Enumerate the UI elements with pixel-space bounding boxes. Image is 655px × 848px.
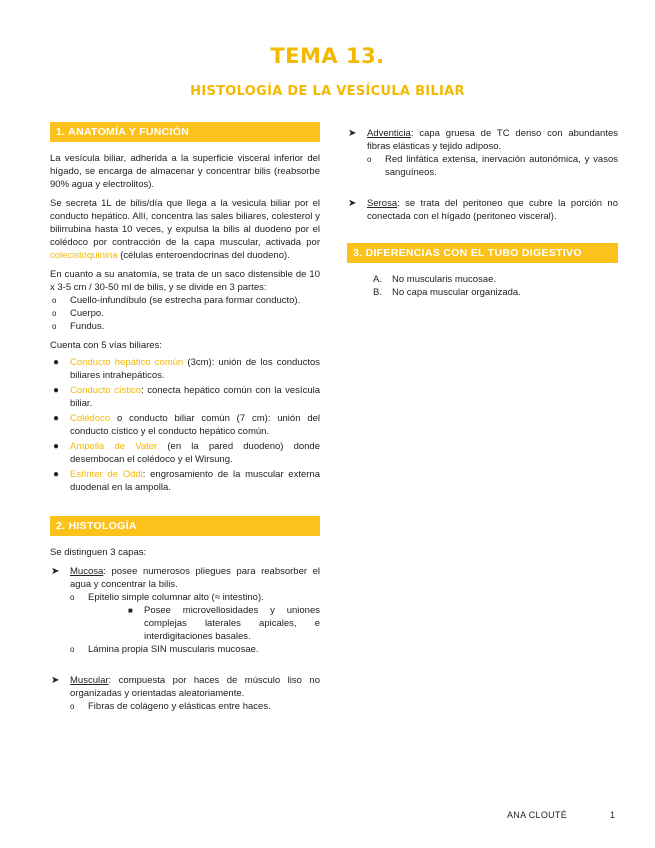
layer-label: Mucosa: [70, 566, 104, 577]
duct-term: Colédoco: [70, 413, 111, 424]
duct-term: Esfínter de Oddi: [70, 469, 143, 480]
hollow-bullet-icon: o: [70, 645, 75, 654]
list-marker: A.: [373, 274, 382, 285]
square-bullet-icon: ■: [128, 606, 133, 615]
section-heading-histologia: 2. HISTOLOGÍA: [50, 516, 320, 536]
paragraph-secretion-a: Se secreta 1L de bilis/día que llega a la vesicula biliar por el conducto hepático. Allí, concentra las sales biliares, colesterol y bilirrubina hasta 10 veces, y expulsa la bilis al duodeno por el colédoco por contracción de la capa muscular, activada por: [50, 198, 320, 248]
paragraph-secretion-b: (células enteroendocrinas del duodeno).: [117, 250, 290, 261]
paragraph-anatomy: En cuanto a su anatomía, se trata de un saco distensible de 10 x 3-5 cm / 30-50 ml de bilis, y se divide en 3 partes:: [50, 269, 320, 293]
paragraph-layers-intro: Se distinguen 3 capas:: [50, 547, 147, 558]
list-item: o Cuello-infundíbulo (se estrecha para formar conducto).: [52, 295, 301, 306]
section-heading-diferencias: 3. DIFERENCIAS CON EL TUBO DIGESTIVO: [347, 243, 618, 263]
layer-label: Muscular: [70, 675, 109, 686]
disc-bullet-icon: ●: [53, 385, 60, 396]
list-item: ● Conducto cístico: conecta hepático común con la vesícula biliar.: [53, 385, 320, 409]
layer-serosa: ➤ Serosa: se trata del peritoneo que cubre la porción no conectada con el hígado (peritoneo visceral).: [348, 198, 618, 222]
list-marker: B.: [373, 287, 382, 298]
layers-list-muscular: [50, 674, 320, 713]
hollow-bullet-icon: o: [52, 322, 57, 331]
arrow-bullet-icon: ➤: [51, 675, 60, 686]
footer-page-number: 1: [610, 810, 616, 820]
list-item: o Lámina propia SIN muscularis mucosae.: [70, 644, 259, 655]
left-column: [50, 122, 320, 713]
list-item: A. No muscularis mucosae.: [373, 274, 497, 285]
layer-muscular: ➤ Muscular: compuesta por haces de músculo liso no organizadas y orientadas aleatoriamente.: [51, 675, 320, 699]
list-item: o Fibras de colágeno y elásticas entre haces.: [70, 701, 271, 712]
layers-list: [50, 565, 320, 656]
list-item: ■ Posee microvellosidades y uniones complejas laterales apicales, e interdigitaciones basales.: [128, 605, 320, 642]
document-subtitle: HISTOLOGÍA DE LA VESÍCULA BILIAR: [190, 84, 465, 99]
list-item: ● Ampolla de Vater (en la pared duodeno) donde desembocan el colédoco y el Wirsung.: [53, 441, 321, 465]
paragraph-ducts-intro: Cuenta con 5 vías biliares:: [50, 340, 162, 351]
layer-label: Serosa: [367, 198, 398, 209]
duct-term: Ampolla de Vater: [70, 441, 158, 452]
list-item: ● Conducto hepático común (3cm): unión de los conductos biliares intrahepáticos.: [53, 357, 320, 381]
disc-bullet-icon: ●: [53, 413, 60, 424]
footer-author: ANA CLOUTÉ: [507, 810, 568, 820]
document-title: TEMA 13.: [270, 44, 385, 68]
disc-bullet-icon: ●: [53, 469, 60, 480]
hollow-bullet-icon: o: [52, 309, 57, 318]
hollow-bullet-icon: o: [70, 702, 75, 711]
list-item: ● Esfínter de Oddi: engrosamiento de la muscular externa duodenal en la ampolla.: [53, 469, 320, 493]
hollow-bullet-icon: o: [367, 155, 372, 164]
list-item: o Epitelio simple columnar alto (≈ intestino).: [70, 592, 264, 603]
ducts-list: [50, 356, 320, 494]
term-colecistoquinina: colecistoquinina: [50, 250, 118, 261]
layers-list-serosa: [347, 197, 618, 223]
list-item: ● Colédoco o conducto biliar común (7 cm): unión del conducto cístico y el conducto hepático común.: [53, 413, 320, 437]
right-column: [347, 127, 618, 299]
duct-term: Conducto hepático común: [70, 357, 184, 368]
disc-bullet-icon: ●: [53, 441, 60, 452]
disc-bullet-icon: ●: [53, 357, 60, 368]
layer-adventicia: ➤ Adventicia: capa gruesa de TC denso con abundantes fibras elásticas y tejido adiposo.: [348, 128, 618, 152]
list-item: B. No capa muscular organizada.: [373, 287, 521, 298]
hollow-bullet-icon: o: [52, 296, 57, 305]
layers-list-continued: [347, 127, 618, 179]
list-item: o Cuerpo.: [52, 308, 104, 319]
paragraph-intro: La vesícula biliar, adherida a la superficie visceral inferior del hígado, se encarga de almacenar y concentrar bilis (reabsorbe 90% agua y electrolitos).: [50, 153, 320, 190]
section-heading-anatomia: 1. ANATOMÍA Y FUNCIÓN: [50, 122, 320, 142]
arrow-bullet-icon: ➤: [348, 198, 357, 209]
list-item: o Red linfática extensa, inervación autonómica, y vasos sanguíneos.: [367, 154, 618, 178]
duct-term: Conducto cístico: [70, 385, 142, 396]
layer-mucosa: ➤ Mucosa: posee numerosos pliegues para reabsorber el agua y concentrar la bilis.: [51, 566, 320, 590]
list-item: o Fundus.: [52, 321, 105, 332]
parts-list: [50, 294, 320, 333]
arrow-bullet-icon: ➤: [348, 128, 357, 139]
hollow-bullet-icon: o: [70, 593, 75, 602]
layer-label: Adventicia: [367, 128, 411, 139]
paragraph-secretion: [50, 197, 320, 262]
differences-list: [347, 273, 618, 299]
arrow-bullet-icon: ➤: [51, 566, 60, 577]
